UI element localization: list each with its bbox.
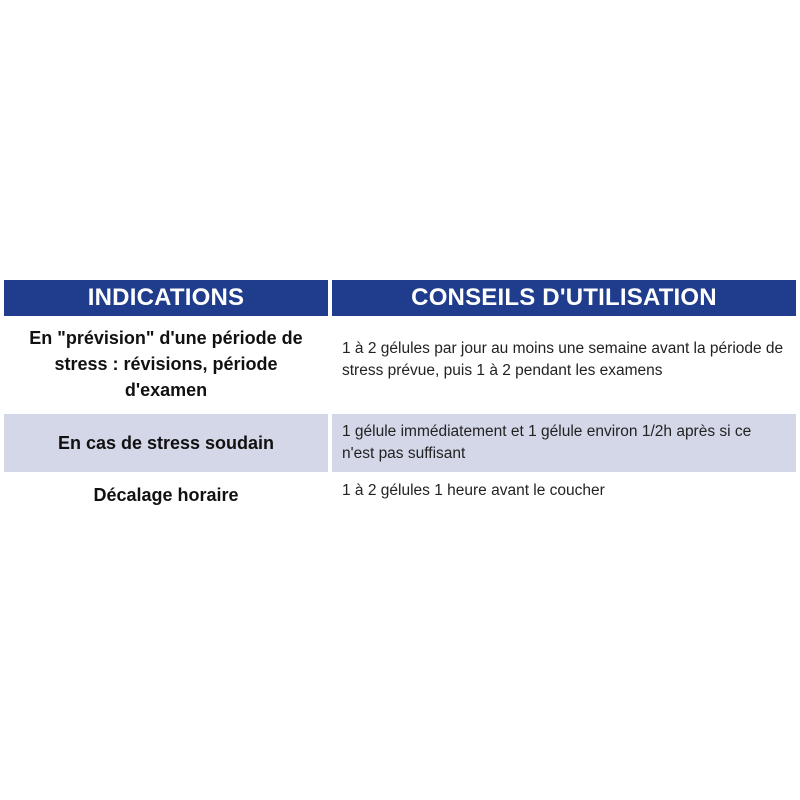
conseil-cell: 1 à 2 gélules par jour au moins une semaine avant la période de stress prévue, puis 1 à 2 pendant les examens <box>342 340 784 379</box>
indication-cell: En cas de stress soudain <box>4 414 328 472</box>
indication-cell: En "prévision" d'une période de stress : révisions, période d'examen <box>29 328 303 400</box>
usage-table <box>4 280 796 512</box>
table-row <box>4 414 796 472</box>
table-row <box>4 472 796 512</box>
conseil-cell: 1 gélule immédiatement et 1 gélule environ 1/2h après si ce n'est pas suffisant <box>332 414 796 472</box>
conseil-cell: 1 à 2 gélules 1 heure avant le coucher <box>342 482 605 499</box>
header-indications: INDICATIONS <box>4 280 328 316</box>
indication-cell: Décalage horaire <box>93 485 239 505</box>
table-header-row <box>4 280 796 316</box>
table-row <box>4 318 796 410</box>
header-conseils: CONSEILS D'UTILISATION <box>332 280 796 316</box>
